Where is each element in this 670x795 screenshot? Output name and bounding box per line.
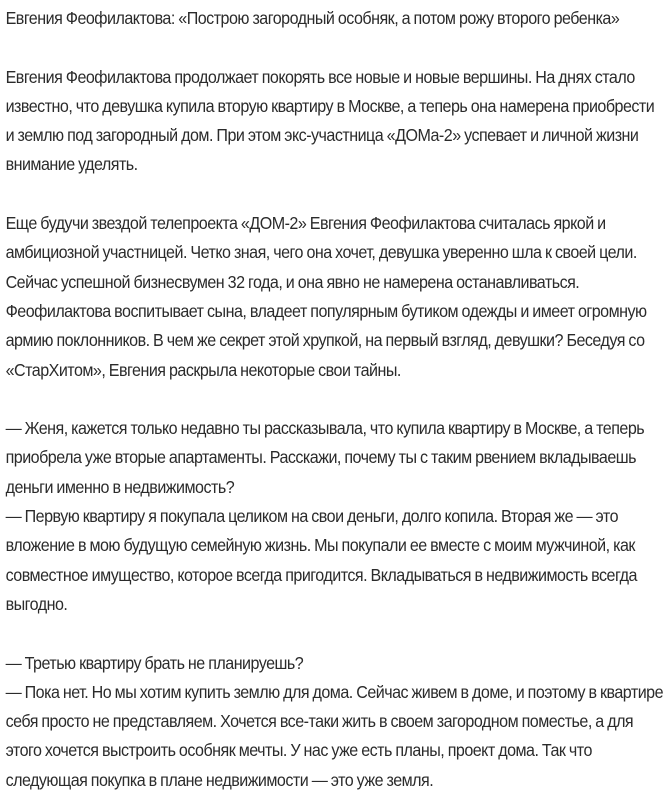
- interview-answer-1: — Первую квартиру я покупала целиком на свои деньги, долго копила. Вторая же — это вложение в мою будущую семейную жизнь. Мы покупали ее вместе с моим мужчиной, как совместное имущество, которое всегда пригодится. Вкладываться в недвижимость всегда выгодно.: [5, 506, 637, 614]
- article-title: Евгения Феофилактова: «Построю загородный особняк, а потом рожу второго ребенка»: [5, 8, 620, 28]
- article-paragraph-intro: Евгения Феофилактова продолжает покорять все новые и новые вершины. На днях стало известно, что девушка купила вторую квартиру в Москве, а теперь она намерена приобрести и землю под загородный дом. При этом экс-участница «ДОМа-2» успевает и личной жизни внимание уделять.: [5, 66, 655, 175]
- article-paragraph-background: Еще будучи звездой телепроекта «ДОМ-2» Евгения Феофилактова считалась яркой и амбициозной участницей. Четко зная, чего она хочет, девушка уверенно шла к своей цели. Сейчас успешной бизнесвумен 32 года, и она явно не намерена останавливаться. Феофилактова воспитывает сына, владеет популярным бутиком одежды и имеет огромную армию поклонников. В чем же секрет этой хрупкой, на первый взгляд, девушки? Беседуя со «СтарХитом», Евгения раскрыла некоторые свои тайны.: [5, 213, 647, 380]
- interview-answer-2: — Пока нет. Но мы хотим купить землю для дома. Сейчас живем в доме, и поэтому в квартире себя просто не представляем. Хочется все-таки жить в своем загородном поместье, а для этого хочется выстроить особняк мечты. У нас уже есть планы, проект дома. Так что следующая покупка в плане недвижимости — это уже земля.: [5, 681, 664, 790]
- interview-question-1: — Женя, кажется только недавно ты рассказывала, что купила квартиру в Москве, а теперь приобрела уже вторые апартаменты. Расскажи, почему ты с таким рвением вкладываешь деньги именно в недвижимость?: [5, 418, 645, 497]
- interview-question-2: — Третью квартиру брать не планируешь?: [5, 652, 304, 673]
